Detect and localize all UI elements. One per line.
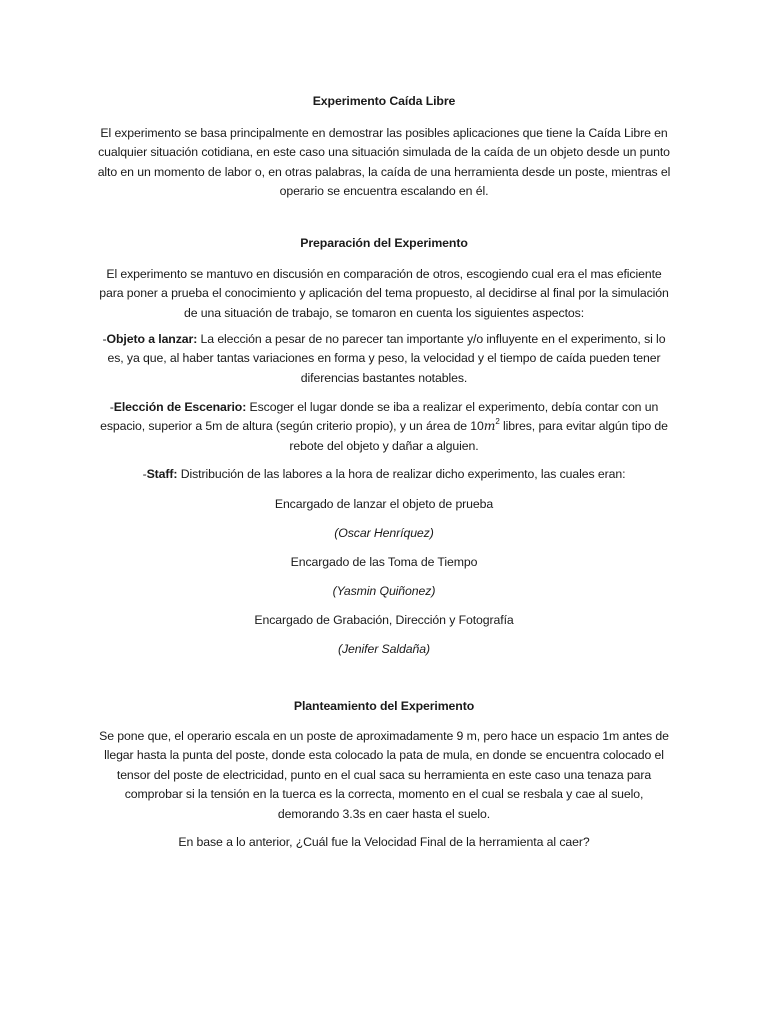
section-title-preparacion: Preparación del Experimento [300, 236, 468, 250]
staff-label: Staff: [146, 467, 178, 481]
escenario-paragraph [96, 398, 672, 456]
objeto-paragraph [96, 330, 672, 388]
role-person: (Yasmin Quiñonez) [332, 584, 436, 598]
escenario-label: Elección de Escenario: [113, 400, 247, 414]
staff-prefix: - [142, 467, 147, 481]
escenario-text-after: libres, para evitar algún tipo de rebote del objeto y dañar a alguien. [289, 419, 668, 453]
intro-paragraph: El experimento se basa principalmente en demostrar las posibles aplicaciones que tiene la Caída Libre en cualquier situación cotidiana, en este caso una situación simulada de la caída de un objeto desde un punto alto en un momento de labor o, en otras palabras, la caída de una herramienta desde un poste, mientras el operario se encuentra escalando en él. [97, 126, 671, 199]
role-person: (Jenifer Saldaña) [338, 642, 430, 656]
objeto-prefix: - [102, 332, 107, 346]
preparacion-paragraph: El experimento se mantuvo en discusión en comparación de otros, escogiendo cual era el mas eficiente para poner a prueba el conocimiento y aplicación del tema propuesto, al decidirse al final por la simulación de una situación de trabajo, se tomaron en cuenta los siguientes aspectos: [99, 267, 669, 320]
area-unit: m [483, 419, 496, 434]
role-person: (Oscar Henríquez) [334, 526, 434, 540]
escenario-prefix: - [109, 400, 114, 414]
planteamiento-paragraph: Se pone que, el operario escala en un poste de aproximadamente 9 m, pero hace un espacio 1m antes de llegar hasta la punta del poste, donde esta colocado la pata de mula, en donde se encuentra colocado el tensor del poste de electricidad, punto en el cual saca su herramienta en este caso una tenaza para comprobar si la tensión en la tuerca es la correcta, momento en el cual se resbala y cae al suelo, demorando 3.3s en caer hasta el suelo. [99, 729, 669, 821]
objeto-label: Objeto a lanzar: [106, 332, 198, 346]
role-title: Encargado de Grabación, Dirección y Fotografía [254, 613, 514, 627]
role-title: Encargado de lanzar el objeto de prueba [274, 497, 494, 511]
role-title: Encargado de las Toma de Tiempo [290, 555, 478, 569]
section-title-planteamiento: Planteamiento del Experimento [293, 699, 475, 713]
section-title-experimento: Experimento Caída Libre [312, 94, 456, 108]
objeto-text: La elección a pesar de no parecer tan importante y/o influyente en el experimento, si lo es, ya que, al haber tantas variaciones en forma y peso, la velocidad y el tiempo de caída pueden tener diferencias bastantes notables. [107, 332, 666, 385]
question-text: En base a lo anterior, ¿Cuál fue la Velocidad Final de la herramienta al caer? [178, 835, 590, 849]
staff-paragraph [96, 465, 672, 484]
escenario-text-before: Escoger el lugar donde se iba a realizar el experimento, debía contar con un espacio, superior a 5m de altura (según criterio propio), y un área de 10 [100, 400, 659, 434]
staff-text: Distribución de las labores a la hora de realizar dicho experimento, las cuales eran: [177, 467, 626, 481]
area-exponent: 2 [495, 417, 500, 427]
